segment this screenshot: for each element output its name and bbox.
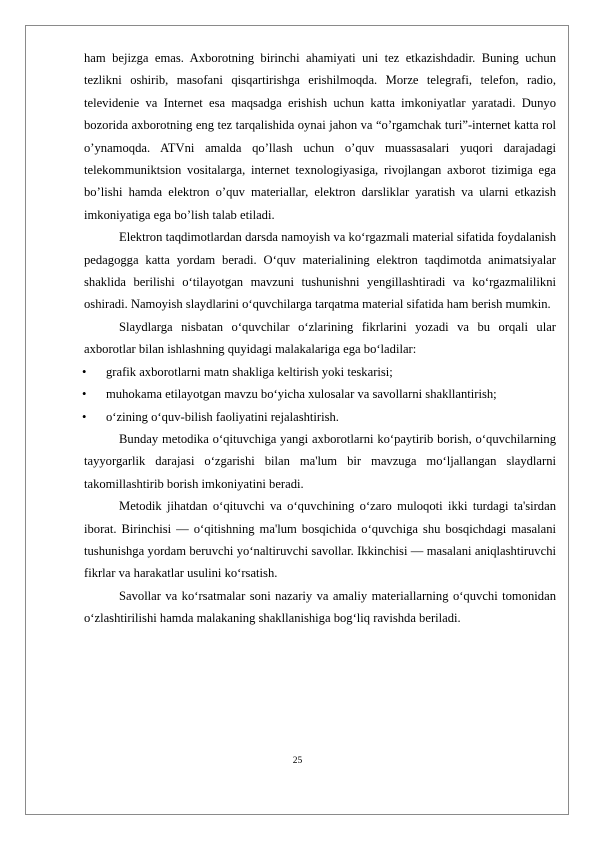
bullet-item-2 bbox=[84, 383, 556, 405]
page-number: 25 bbox=[292, 756, 303, 766]
paragraph-4: Bunday metodika o‘qituvchiga yangi axborotlarni ko‘paytirib borish, o‘quvchilarning tayyorgarlik darajasi o‘zgarishi bilan ma'lum bir mavzuga mo‘ljallangan slaydlarni takomillashtirib borish imkoniyatini beradi. bbox=[84, 431, 556, 491]
paragraph-6: Savollar va ko‘rsatmalar soni nazariy va amaliy materiallarning o‘quvchi tomonidan o‘zlashtirilishi hamda malakaning shakllanishiga bog‘liq ravishda beriladi. bbox=[84, 588, 556, 626]
bullet-item-1 bbox=[84, 361, 556, 383]
bullet-text: grafik axborotlarni matn shakliga keltirish yoki teskarisi; bbox=[106, 364, 393, 379]
bullet-mark: • bbox=[82, 387, 87, 402]
bullet-text: o‘zining o‘quv-bilish faoliyatini rejalashtirish. bbox=[106, 409, 339, 424]
bullet-item-3 bbox=[84, 406, 556, 428]
document-body bbox=[84, 47, 556, 630]
bullet-text: muhokama etilayotgan mavzu bo‘yicha xulosalar va savollarni shakllantirish; bbox=[106, 387, 497, 402]
paragraph-1: ham bejizga emas. Axborotning birinchi ahamiyati uni tez etkazishdadir. Buning uchun tezlikni oshirib, masofani qisqartirishga erishilmoqda. Morze telegrafi, telefon, radio, televidenie va Internet esa maqsadga erishish uchun katta imkoniyatlar yaratadi. Dunyo bozorida axborotning eng tez tarqalishida oynai jahon va “o’rgamchak turi”-internet katta rol o’ynamoqda. ATVni amalda qo’llash uchun o’quv muassasalari yuqori darajadagi telekommuniktsion vositalarga, internet texnologiyasiga, rivojlangan axborot tizimiga ega bo’lishi hamda elektron o’quv materiallar, elektron darsliklar yaratish va ularni etkazish imkoniyatiga ega bo’lish talab etiladi. bbox=[84, 51, 556, 222]
bullet-mark: • bbox=[82, 409, 87, 424]
paragraph-2: Elektron taqdimotlardan darsda namoyish va ko‘rgazmali material sifatida foydalanish pedagogga katta yordam beradi. O‘quv materialining elektron taqdimotda animatsiyalar shaklida berilishi o‘tilayotgan mavzuni tushunishni yengillashtiradi va ko‘rgazmalilikni oshiradi. Namoyish slaydlarini o‘quvchilarga tarqatma material sifatida ham berish mumkin. bbox=[84, 230, 556, 312]
bullet-mark: • bbox=[82, 364, 87, 379]
paragraph-3: Slaydlarga nisbatan o‘quvchilar o‘zlarining fikrlarini yozadi va bu orqali ular axborotlar bilan ishlashning quyidagi malakalariga ega bo‘ladilar: bbox=[84, 319, 556, 357]
paragraph-5: Metodik jihatdan o‘qituvchi va o‘quvchining o‘zaro muloqoti ikki turdagi ta'sirdan iborat. Birinchisi — o‘qitishning ma'lum bosqichida o‘quvchiga shu bosqichdagi masalani tushunishga yordam beruvchi yo‘naltiruvchi savollar. Ikkinchisi — masalani aniqlashtiruvchi fikrlar va harakatlar usulini ko‘rsatish. bbox=[84, 499, 556, 581]
